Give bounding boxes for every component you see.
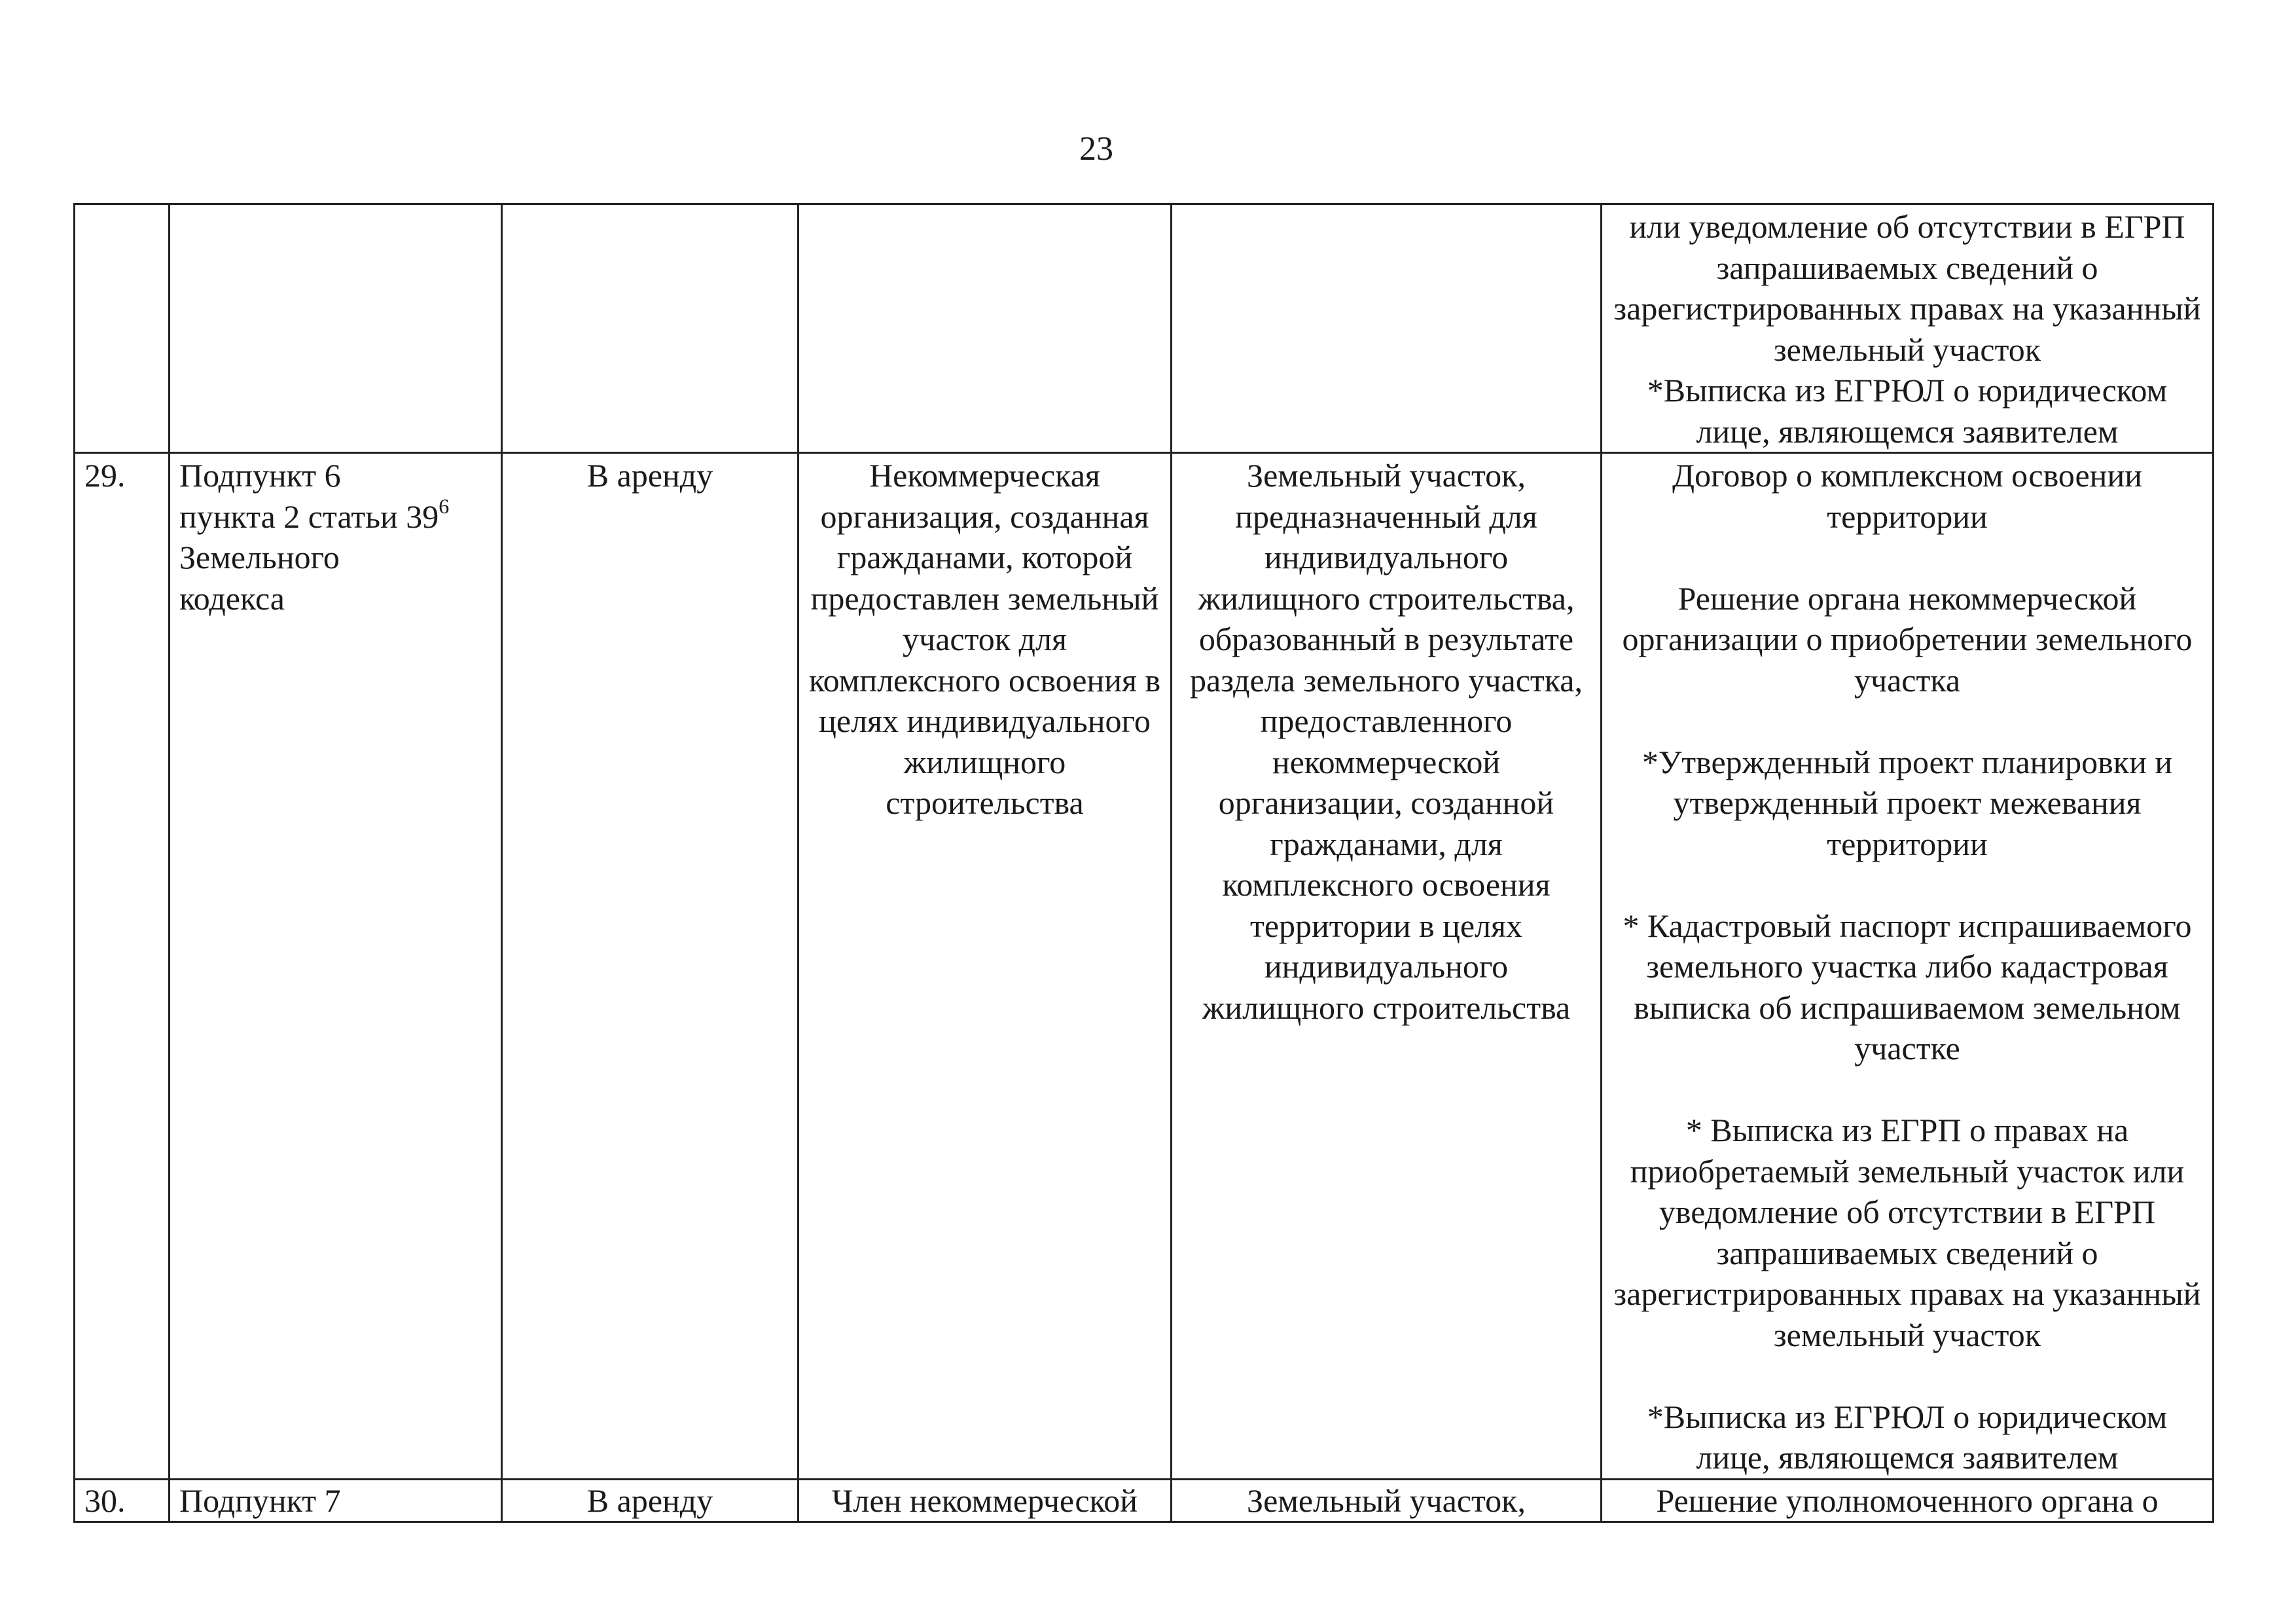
legal-basis — [170, 204, 502, 453]
legal-basis-superscript: 6 — [439, 494, 450, 518]
table-row-30 — [75, 1479, 2214, 1522]
row-number — [75, 204, 170, 453]
right-type: В аренду — [502, 453, 798, 1480]
page-number: 23 — [1079, 130, 1113, 168]
required-documents: или уведомление об отсутствии в ЕГРП запрашиваемых сведений о зарегистрированных правах на указанный земельный участок *Выписка из ЕГРЮЛ о юридическом лице, являющемся заявителем — [1602, 204, 2214, 453]
legal-basis: Подпункт 7 — [170, 1479, 502, 1522]
land-plot: Земельный участок, предназначенный для индивидуального жилищного строительства, образованный в результате раздела земельного участка, предоставленного некоммерческой организации, созданной гражданами, для комплексного освоения территории в целях индивидуального жилищного строительства — [1172, 453, 1602, 1480]
legal-basis-text: Подпункт 6 пункта 2 статьи 39 — [179, 457, 439, 535]
table-row-continued — [75, 204, 2214, 453]
row-number: 29. — [75, 453, 170, 1480]
applicant: Некоммерческая организация, созданная гражданами, которой предоставлен земельный участок для комплексного освоения в целях индивидуального жилищного строительства — [798, 453, 1172, 1480]
required-documents: Договор о комплексном освоении территории Решение органа некоммерческой организации о приобретении земельного участка *Утвержденный проект планировки и утвержденный проект межевания территории * Кадастровый паспорт испрашиваемого земельного участка либо кадастровая выписка об испрашиваемом земельном участке * Выписка из ЕГРП о правах на приобретаемый земельный участок или уведомление об отсутствии в ЕГРП запрашиваемых сведений о зарегистрированных правах на указанный земельный участок *Выписка из ЕГРЮЛ о юридическом лице, являющемся заявителем — [1602, 453, 2214, 1480]
legal-basis-text-after: Земельного кодекса — [179, 539, 340, 617]
row-number: 30. — [75, 1479, 170, 1522]
legal-basis — [170, 453, 502, 1480]
table-row-29 — [75, 453, 2214, 1480]
applicant — [798, 204, 1172, 453]
land-plot: Земельный участок, — [1172, 1479, 1602, 1522]
document-table — [73, 203, 2214, 1523]
required-documents: Решение уполномоченного органа о — [1602, 1479, 2214, 1522]
right-type — [502, 204, 798, 453]
applicant: Член некоммерческой — [798, 1479, 1172, 1522]
right-type: В аренду — [502, 1479, 798, 1522]
land-plot — [1172, 204, 1602, 453]
